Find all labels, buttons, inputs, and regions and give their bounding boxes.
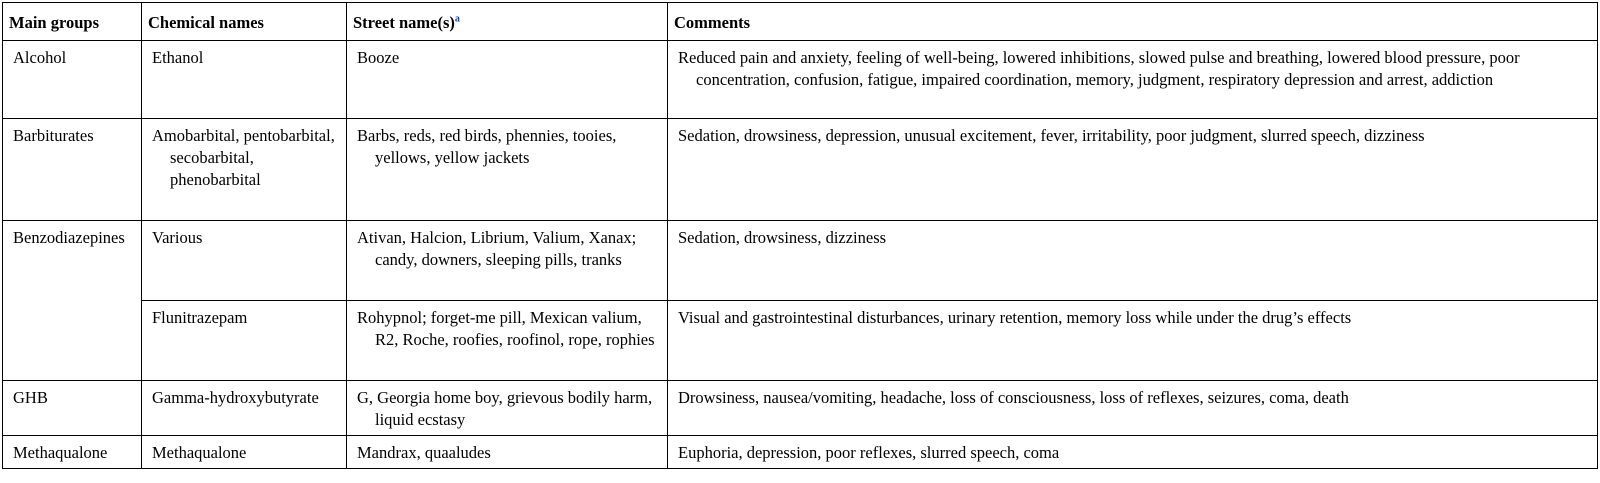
table-header-row — [3, 3, 1598, 41]
header-main-groups: Main groups — [3, 3, 142, 41]
cell-street-names: Rohypnol; forget-me pill, Mexican valium, R2, Roche, roofies, roofinol, rope, rophies — [347, 301, 668, 381]
cell-main-group: Benzodiazepines — [3, 221, 142, 381]
header-comments: Comments — [668, 3, 1598, 41]
cell-chemical-name: Gamma-hydroxybutyrate — [142, 381, 347, 436]
cell-chemical-name: Ethanol — [142, 41, 347, 119]
cell-comments: Drowsiness, nausea/vomiting, headache, loss of consciousness, loss of reflexes, seizures, coma, death — [668, 381, 1598, 436]
table-row — [3, 41, 1598, 119]
table-row — [3, 381, 1598, 436]
cell-main-group: Methaqualone — [3, 436, 142, 469]
cell-comments: Sedation, drowsiness, depression, unusual excitement, fever, irritability, poor judgment, slurred speech, dizziness — [668, 119, 1598, 221]
table-row — [3, 119, 1598, 221]
cell-comments: Reduced pain and anxiety, feeling of well-being, lowered inhibitions, slowed pulse and breathing, lowered blood pressure, poor concentration, confusion, fatigue, impaired coordination, memory, judgment, respiratory depression and arrest, addiction — [668, 41, 1598, 119]
header-street-names — [347, 3, 668, 41]
cell-street-names: Mandrax, quaaludes — [347, 436, 668, 469]
drug-table — [2, 2, 1598, 469]
table-row — [3, 436, 1598, 469]
cell-street-names: Booze — [347, 41, 668, 119]
cell-chemical-name: Flunitrazepam — [142, 301, 347, 381]
cell-street-names: Barbs, reds, red birds, phennies, tooies, yellows, yellow jackets — [347, 119, 668, 221]
cell-main-group: Barbiturates — [3, 119, 142, 221]
table-row — [3, 221, 1598, 301]
footnote-marker[interactable]: a — [454, 13, 460, 25]
cell-street-names: G, Georgia home boy, grievous bodily harm, liquid ecstasy — [347, 381, 668, 436]
cell-comments: Sedation, drowsiness, dizziness — [668, 221, 1598, 301]
cell-main-group: Alcohol — [3, 41, 142, 119]
cell-comments: Visual and gastrointestinal disturbances, urinary retention, memory loss while under the drug’s effects — [668, 301, 1598, 381]
cell-chemical-name: Amobarbital, pentobarbital, secobarbital, phenobarbital — [142, 119, 347, 221]
cell-chemical-name: Methaqualone — [142, 436, 347, 469]
cell-chemical-name: Various — [142, 221, 347, 301]
cell-street-names: Ativan, Halcion, Librium, Valium, Xanax; candy, downers, sleeping pills, tranks — [347, 221, 668, 301]
cell-main-group: GHB — [3, 381, 142, 436]
table-row — [3, 301, 1598, 381]
cell-comments: Euphoria, depression, poor reflexes, slurred speech, coma — [668, 436, 1598, 469]
header-street-names-label: Street name(s) — [353, 13, 455, 32]
header-chemical-names: Chemical names — [142, 3, 347, 41]
